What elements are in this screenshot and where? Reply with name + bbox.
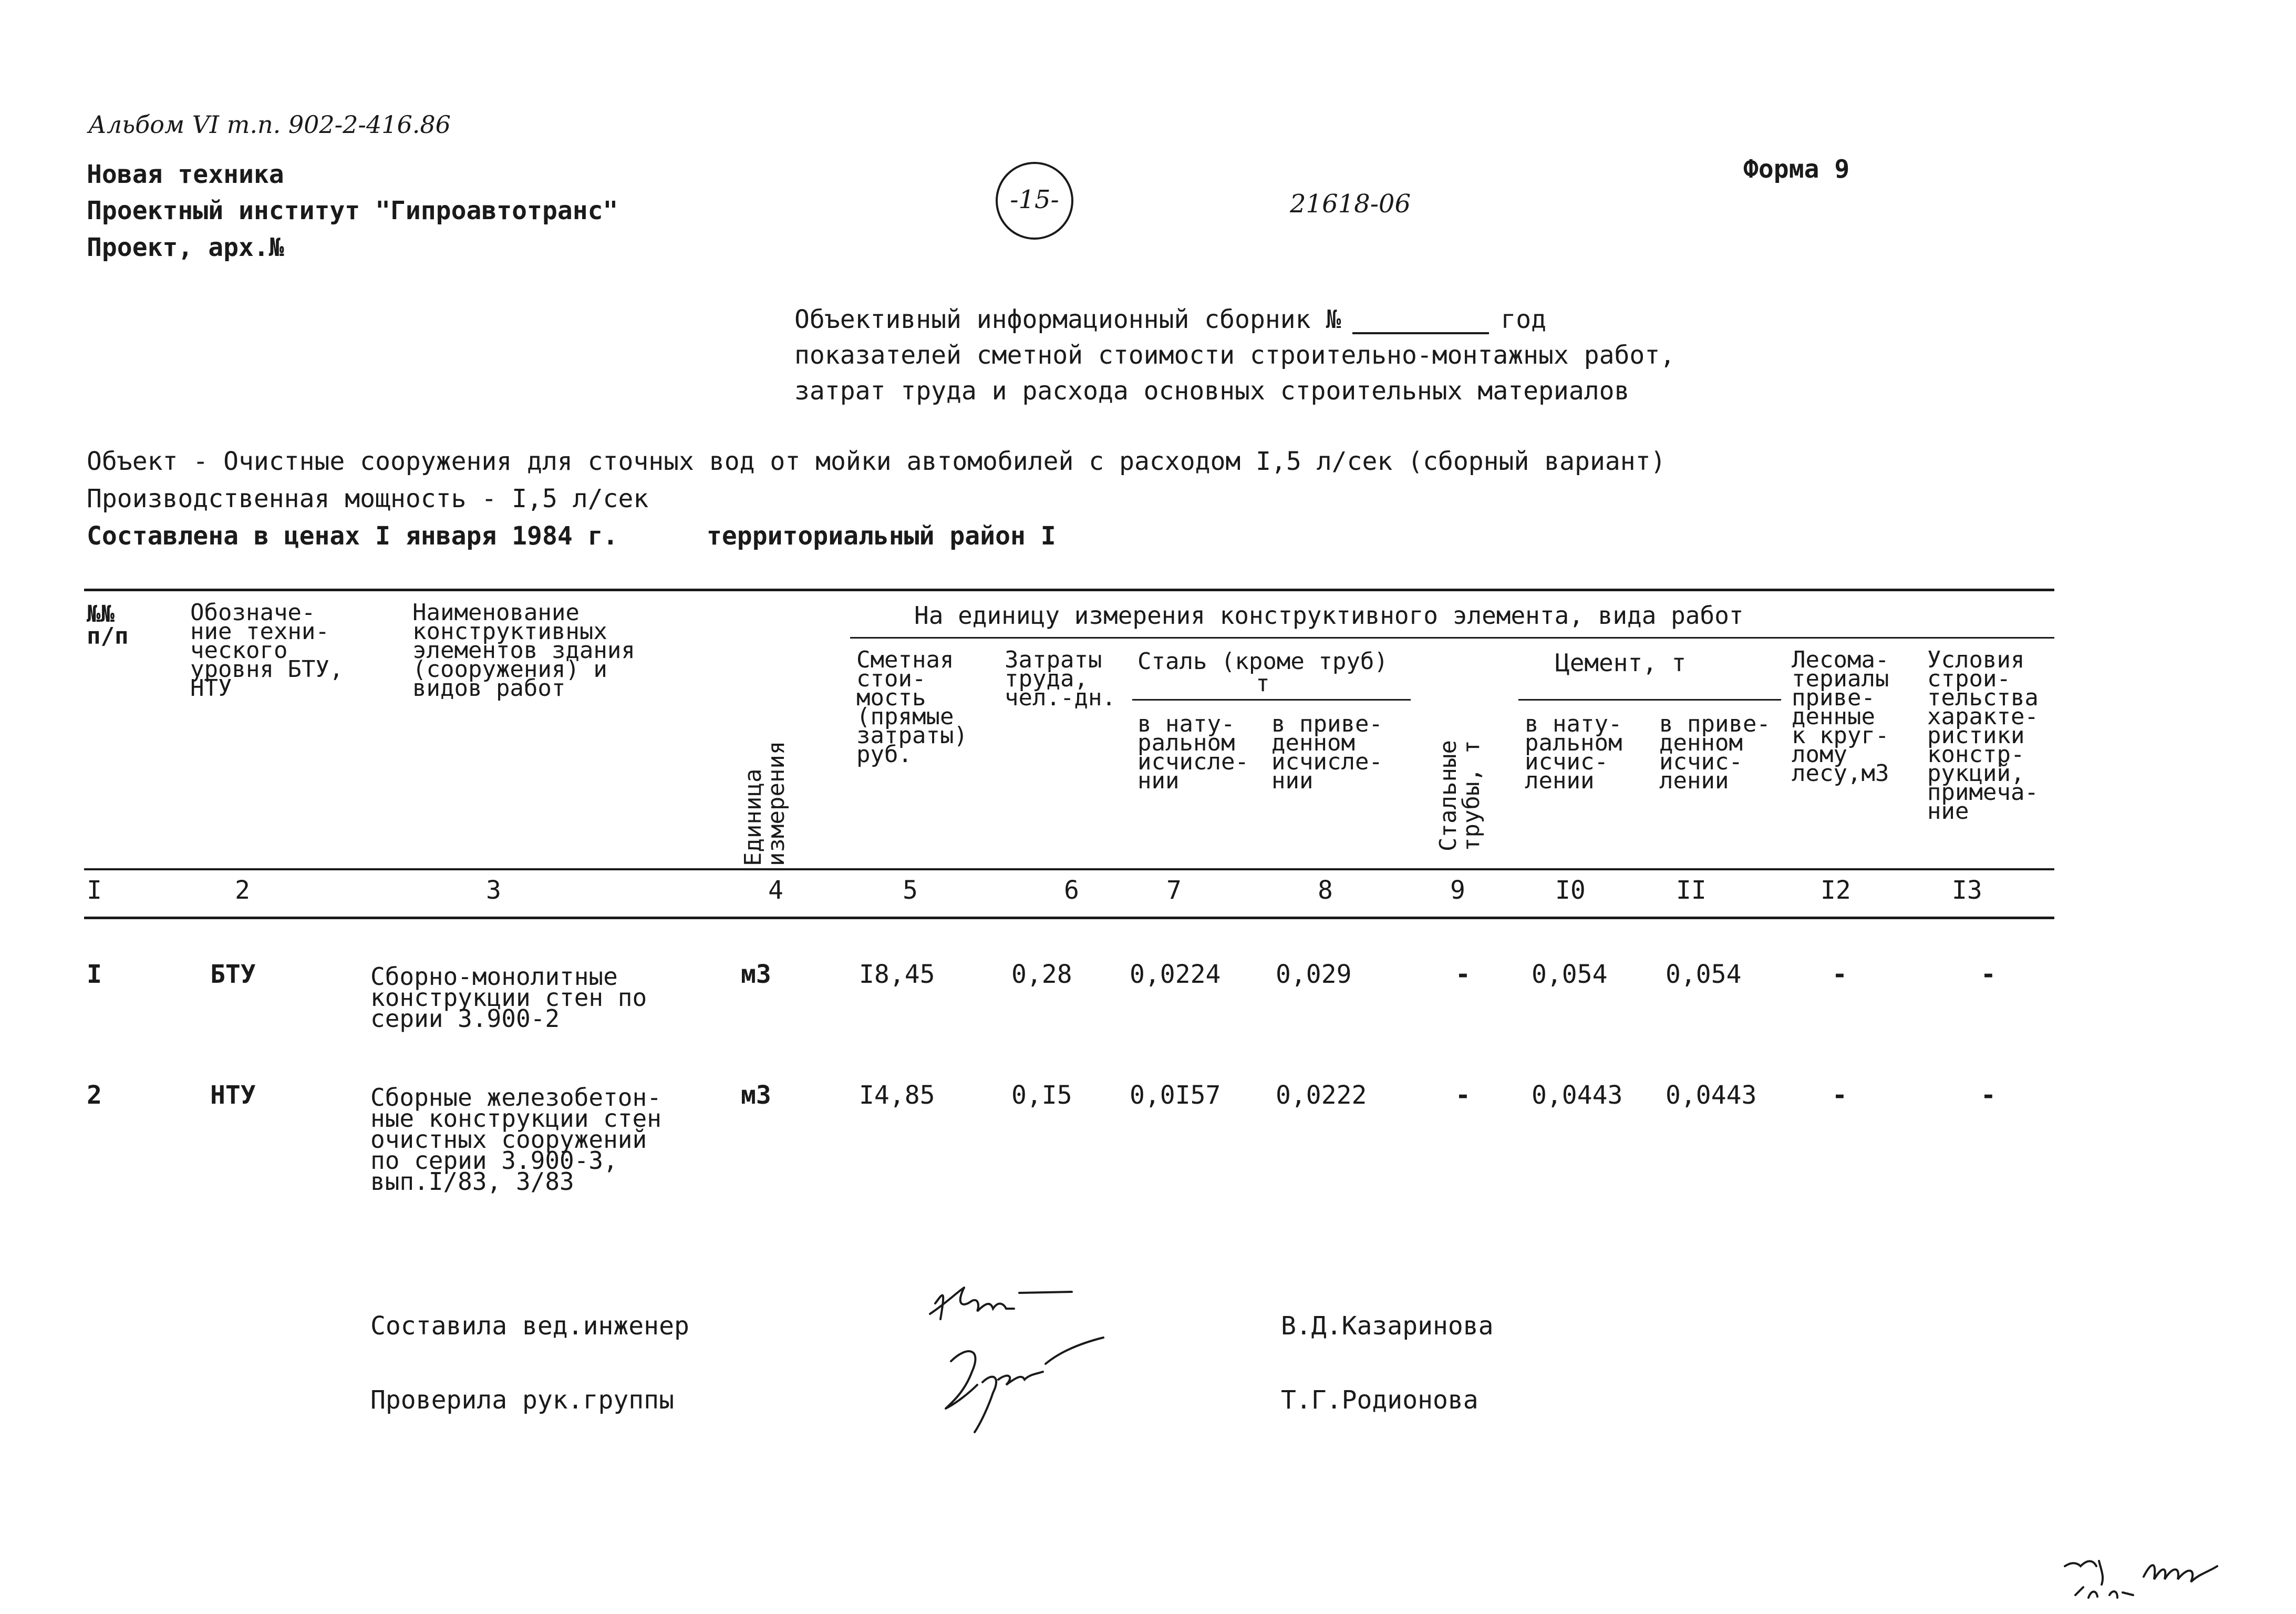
header-unit: Единица измерения	[740, 741, 790, 866]
region-line: территориальный район I	[707, 521, 1056, 551]
header-timber: Лесома- териалы приве- денные к круг- лому лесу,м3	[1792, 646, 1889, 787]
column-number: 4	[768, 876, 783, 905]
table-top-rule	[84, 589, 2054, 591]
row-element-name: Сборные железобетон- ные конструкции стен очистных сооружений по серии 3.900-3, вып.I/83, 3/83	[370, 1083, 661, 1196]
header-estimated-cost: Сметная стои- мость (прямые затраты) руб.	[856, 646, 968, 768]
steel-subheader-rule	[1132, 699, 1411, 701]
header-notes: Условия строи- тельства характе- ристики констр- рукций, примеча- ние	[1927, 646, 2039, 825]
row-steel-reduced: 0,0222	[1276, 1081, 1367, 1110]
column-number: 5	[903, 876, 918, 905]
row-number: I	[87, 960, 102, 989]
header-bottom-rule	[84, 868, 2054, 870]
row-level: НТУ	[210, 1081, 256, 1110]
column-number: 7	[1166, 876, 1182, 905]
archive-number: 21618-06	[1290, 189, 1411, 219]
header-cement-group: Цемент, т	[1555, 649, 1687, 677]
header-steel-natural: в нату- ральном исчисле- нии	[1137, 711, 1249, 794]
row-cost: I4,85	[859, 1081, 935, 1110]
row-timber: -	[1832, 1081, 1847, 1110]
corner-handwritten-note-graphic	[2060, 1550, 2228, 1613]
checked-by-name: Т.Г.Родионова	[1281, 1385, 1478, 1415]
row-notes: -	[1981, 960, 1996, 989]
compiled-by-label: Составила вед.инженер	[370, 1311, 689, 1341]
column-number: 2	[235, 876, 250, 905]
compiled-by-name: В.Д.Казаринова	[1281, 1311, 1494, 1341]
header-cement-natural: в нату- ральном исчис- лении	[1525, 711, 1622, 794]
row-notes: -	[1981, 1081, 1996, 1110]
collection-number-blank	[1352, 311, 1489, 334]
row-cost: I8,45	[859, 960, 935, 989]
header-steel-reduced: в приве- денном исчисле- нии	[1271, 711, 1383, 794]
page-number: -15-	[1010, 185, 1059, 214]
header-steel-pipes: Стальные трубы, т	[1435, 740, 1485, 851]
row-unit: м3	[741, 960, 771, 989]
row-pipes: -	[1455, 1081, 1471, 1110]
row-steel-natural: 0,0I57	[1130, 1081, 1221, 1110]
column-number: I0	[1555, 876, 1586, 905]
header-row-number: №№ п/п	[87, 601, 129, 650]
header-labor: Затраты труда, чел.-дн.	[1005, 646, 1116, 711]
collection-title-line3: затрат труда и расхода основных строительных материалов	[794, 376, 1630, 406]
column-numbers-rule	[84, 917, 2054, 919]
org-line-2: Проектный институт "Гипроавтотранс"	[87, 196, 618, 225]
row-labor: 0,I5	[1011, 1081, 1072, 1110]
row-cement-reduced: 0,0443	[1666, 1081, 1757, 1110]
header-group-title: На единицу измерения конструктивного элемента, вида работ	[914, 601, 1744, 630]
capacity-line: Производственная мощность - I,5 л/сек	[87, 484, 649, 513]
org-line-1: Новая техника	[87, 160, 284, 189]
checked-by-label: Проверила рук.группы	[370, 1385, 674, 1415]
row-steel-natural: 0,0224	[1130, 960, 1221, 989]
column-number: II	[1676, 876, 1707, 905]
collection-title-prefix: Объективный информационный сборник №	[794, 305, 1341, 334]
collection-title-line2: показателей сметной стоимости строительно-монтажных работ,	[794, 341, 1676, 370]
row-number: 2	[87, 1081, 102, 1110]
group-header-rule	[850, 637, 2054, 639]
row-element-name: Сборно-монолитные конструкции стен по серии 3.900-2	[370, 962, 647, 1033]
row-timber: -	[1832, 960, 1847, 989]
column-number: 9	[1450, 876, 1465, 905]
handwritten-signatures-graphic	[914, 1272, 1166, 1445]
row-level: БТУ	[210, 960, 256, 989]
form-label: Форма 9	[1743, 155, 1850, 184]
column-number: I	[87, 876, 102, 905]
collection-title-line1	[794, 305, 1546, 334]
header-steel-group: Сталь (кроме труб) т	[1137, 648, 1388, 697]
header-tech-level: Обозначе- ние техни- ческого уровня БТУ, НТУ	[190, 599, 344, 702]
collection-title-suffix: год	[1501, 305, 1547, 334]
album-reference: Альбом VI т.п. 902-2-416.86	[88, 110, 451, 139]
column-number: I3	[1952, 876, 1982, 905]
page-number-stamp	[996, 162, 1073, 240]
row-steel-reduced: 0,029	[1276, 960, 1352, 989]
prices-line: Составлена в ценах I января 1984 г.	[87, 521, 618, 551]
row-unit: м3	[741, 1081, 771, 1110]
row-labor: 0,28	[1011, 960, 1072, 989]
column-number: 3	[486, 876, 501, 905]
column-number: 8	[1318, 876, 1333, 905]
cement-subheader-rule	[1518, 699, 1781, 701]
row-cement-natural: 0,0443	[1532, 1081, 1623, 1110]
row-cement-natural: 0,054	[1532, 960, 1608, 989]
header-cement-reduced: в приве- денном исчис- лении	[1659, 711, 1771, 794]
header-element-name: Наименование конструктивных элементов здания (сооружения) и видов работ	[412, 599, 635, 702]
column-number: 6	[1064, 876, 1079, 905]
row-cement-reduced: 0,054	[1666, 960, 1742, 989]
org-line-3: Проект, арх.№	[87, 233, 284, 262]
object-line: Объект - Очистные сооружения для сточных вод от мойки автомобилей с расходом I,5 л/сек (сборный вариант)	[87, 447, 1666, 476]
column-number: I2	[1821, 876, 1851, 905]
row-pipes: -	[1455, 960, 1471, 989]
